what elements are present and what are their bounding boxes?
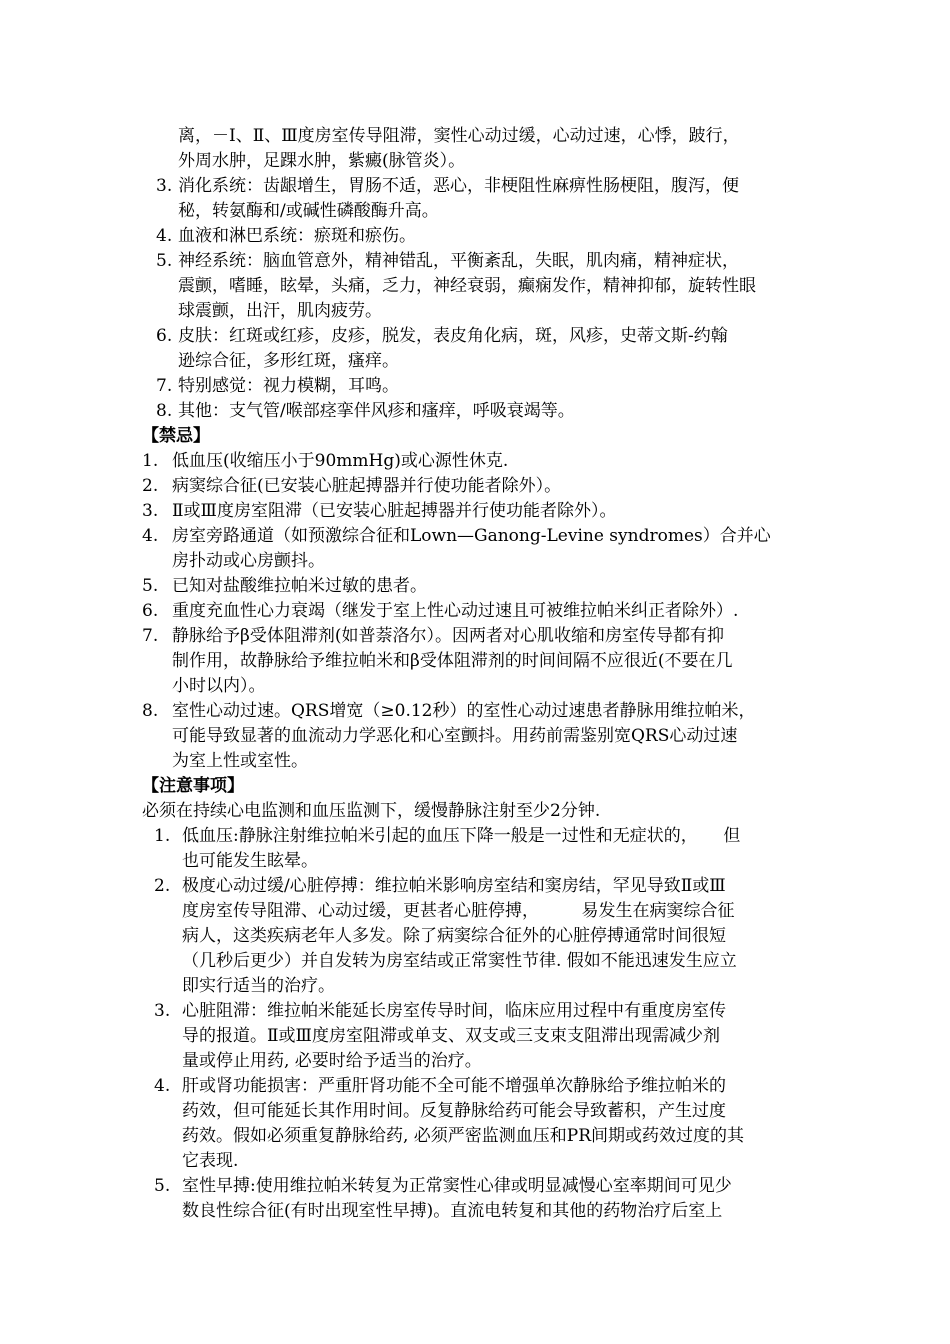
- precaution-2-line-5: 即实行适当的治疗。: [182, 976, 335, 996]
- precaution-2-line-4: （几秒后更少）并自发转为房室结或正常窦性节律. 假如不能迅速发生应立: [182, 951, 737, 971]
- precaution-3-line-3: 量或停止用药, 必要时给予适当的治疗。: [182, 1051, 482, 1071]
- contraindications-heading: 【禁忌】: [142, 426, 210, 446]
- adverse-item-number: 8.: [156, 401, 173, 421]
- contraindication-8-line-2: 可能导致显著的血流动力学恶化和心室颤抖。用药前需鉴别宽QRS心动过速: [172, 726, 738, 746]
- adverse-item-digestive-line-2: 秘，转氨酶和/或碱性磷酸酶升高。: [178, 201, 439, 221]
- adverse-item-skin-line-1: 皮肤：红斑或红疹，皮疹，脱发，表皮角化病，斑，风疹，史蒂文斯-约翰: [178, 326, 728, 346]
- precaution-4-line-4: 它表现.: [182, 1151, 239, 1171]
- contraindication-number: 7.: [142, 626, 159, 646]
- precaution-number: 4.: [154, 1076, 171, 1096]
- adverse-item-senses-line-1: 特别感觉：视力模糊，耳鸣。: [178, 376, 399, 396]
- precaution-3-line-1: 心脏阻滞：维拉帕米能延长房室传导时间，临床应用过程中有重度房室传: [182, 1001, 726, 1021]
- adverse-item-number: 6.: [156, 326, 173, 346]
- adverse-item-digestive-line-1: 消化系统：齿龈增生，胃肠不适，恶心，非梗阻性麻痹性肠梗阻，腹泻，便: [178, 176, 739, 196]
- contraindication-number: 4.: [142, 526, 159, 546]
- precaution-1-line-2: 也可能发生眩晕。: [182, 851, 318, 871]
- contraindication-number: 6.: [142, 601, 159, 621]
- contraindication-number: 2.: [142, 476, 159, 496]
- adverse-item-number: 3.: [156, 176, 173, 196]
- precaution-number: 2.: [154, 876, 171, 896]
- precaution-number: 3.: [154, 1001, 171, 1021]
- contraindication-3-line-1: Ⅱ或Ⅲ度房室阻滞（已安装心脏起搏器并行使功能者除外）。: [172, 501, 617, 521]
- adverse-item-number: 5.: [156, 251, 173, 271]
- adverse-item-number: 7.: [156, 376, 173, 396]
- precaution-2-line-3: 病人，这类疾病老年人多发。除了病窦综合征外的心脏停搏通常时间很短: [182, 926, 726, 946]
- adverse-item-nervous-line-2: 震颤，嗜睡，眩晕，头痛，乏力，神经衰弱，癫痫发作，精神抑郁，旋转性眼: [178, 276, 756, 296]
- precaution-1-line-1: 低血压:静脉注射维拉帕米引起的血压下降一般是一过性和无症状的， 但: [182, 826, 741, 846]
- precaution-2-line-2: 度房室传导阻滞、心动过缓，更甚者心脏停搏， 易发生在病窦综合征: [182, 901, 735, 921]
- precaution-2-line-1: 极度心动过缓/心脏停搏：维拉帕米影响房室结和窦房结，罕见导致Ⅱ或Ⅲ: [182, 876, 726, 896]
- contraindication-number: 8.: [142, 701, 159, 721]
- contraindication-4-line-1: 房室旁路通道（如预激综合征和Lown—Ganong-Levine syndromes）合并心: [172, 526, 771, 546]
- contraindication-5-line-1: 已知对盐酸维拉帕米过敏的患者。: [172, 576, 427, 596]
- contraindication-8-line-1: 室性心动过速。QRS增宽（≥0.12秒）的室性心动过速患者静脉用维拉帕米，: [172, 701, 756, 721]
- contraindication-number: 1.: [142, 451, 159, 471]
- precaution-5-line-1: 室性早搏:使用维拉帕米转复为正常窦性心律或明显减慢心室率期间可见少: [182, 1176, 732, 1196]
- precaution-5-line-2: 数良性综合征(有时出现室性早搏)。直流电转复和其他的药物治疗后室上: [182, 1201, 723, 1221]
- precaution-4-line-3: 药效。假如必须重复静脉给药, 必须严密监测血压和PR间期或药效过度的其: [182, 1126, 745, 1146]
- contraindication-7-line-3: 小时以内）。: [172, 676, 266, 696]
- adverse-item-number: 4.: [156, 226, 173, 246]
- precaution-4-line-1: 肝或肾功能损害：严重肝肾功能不全可能不增强单次静脉给予维拉帕米的: [182, 1076, 726, 1096]
- contraindication-1-line-1: 低血压(收缩压小于90mmHg)或心源性休克.: [172, 451, 509, 471]
- adverse-item-nervous-line-3: 球震颤，出汗，肌肉疲劳。: [178, 301, 382, 321]
- precaution-number: 1.: [154, 826, 171, 846]
- precautions-intro: 必须在持续心电监测和血压监测下，缓慢静脉注射至少2分钟.: [142, 801, 601, 821]
- precaution-number: 5.: [154, 1176, 171, 1196]
- adverse-item-skin-line-2: 逊综合征，多形红斑，瘙痒。: [178, 351, 399, 371]
- contraindication-7-line-1: 静脉给予β受体阻滞剂(如普萘洛尔）。因两者对心肌收缩和房室传导都有抑: [172, 626, 724, 646]
- contraindication-2-line-1: 病窦综合征(已安装心脏起搏器并行使功能者除外）。: [172, 476, 562, 496]
- precaution-4-line-2: 药效，但可能延长其作用时间。反复静脉给药可能会导致蓄积，产生过度: [182, 1101, 726, 1121]
- precaution-3-line-2: 导的报道。Ⅱ或Ⅲ度房室阻滞或单支、双支或三支束支阻滞出现需减少剂: [182, 1026, 720, 1046]
- contraindication-4-line-2: 房扑动或心房颤抖。: [172, 551, 325, 571]
- adverse-item-other-line-1: 其他：支气管/喉部痉挛伴风疹和瘙痒，呼吸衰竭等。: [178, 401, 575, 421]
- contraindication-6-line-1: 重度充血性心力衰竭（继发于室上性心动过速且可被维拉帕米纠正者除外）.: [172, 601, 739, 621]
- adverse-item-blood-line-1: 血液和淋巴系统：瘀斑和瘀伤。: [178, 226, 416, 246]
- contraindication-number: 3.: [142, 501, 159, 521]
- contraindication-number: 5.: [142, 576, 159, 596]
- contraindication-8-line-3: 为室上性或室性。: [172, 751, 308, 771]
- adverse-item-nervous-line-1: 神经系统：脑血管意外，精神错乱，平衡紊乱，失眠，肌肉痛，精神症状，: [178, 251, 739, 271]
- cardio-continuation-line-1: 离，－Ⅰ、Ⅱ、Ⅲ度房室传导阻滞，窦性心动过缓，心动过速，心悸，跛行，: [178, 126, 740, 146]
- contraindication-7-line-2: 制作用，故静脉给予维拉帕米和β受体阻滞剂的时间间隔不应很近(不要在几: [172, 651, 733, 671]
- precautions-heading: 【注意事项】: [142, 776, 244, 796]
- cardio-continuation-line-2: 外周水肿，足踝水肿，紫癜(脉管炎）。: [178, 151, 466, 171]
